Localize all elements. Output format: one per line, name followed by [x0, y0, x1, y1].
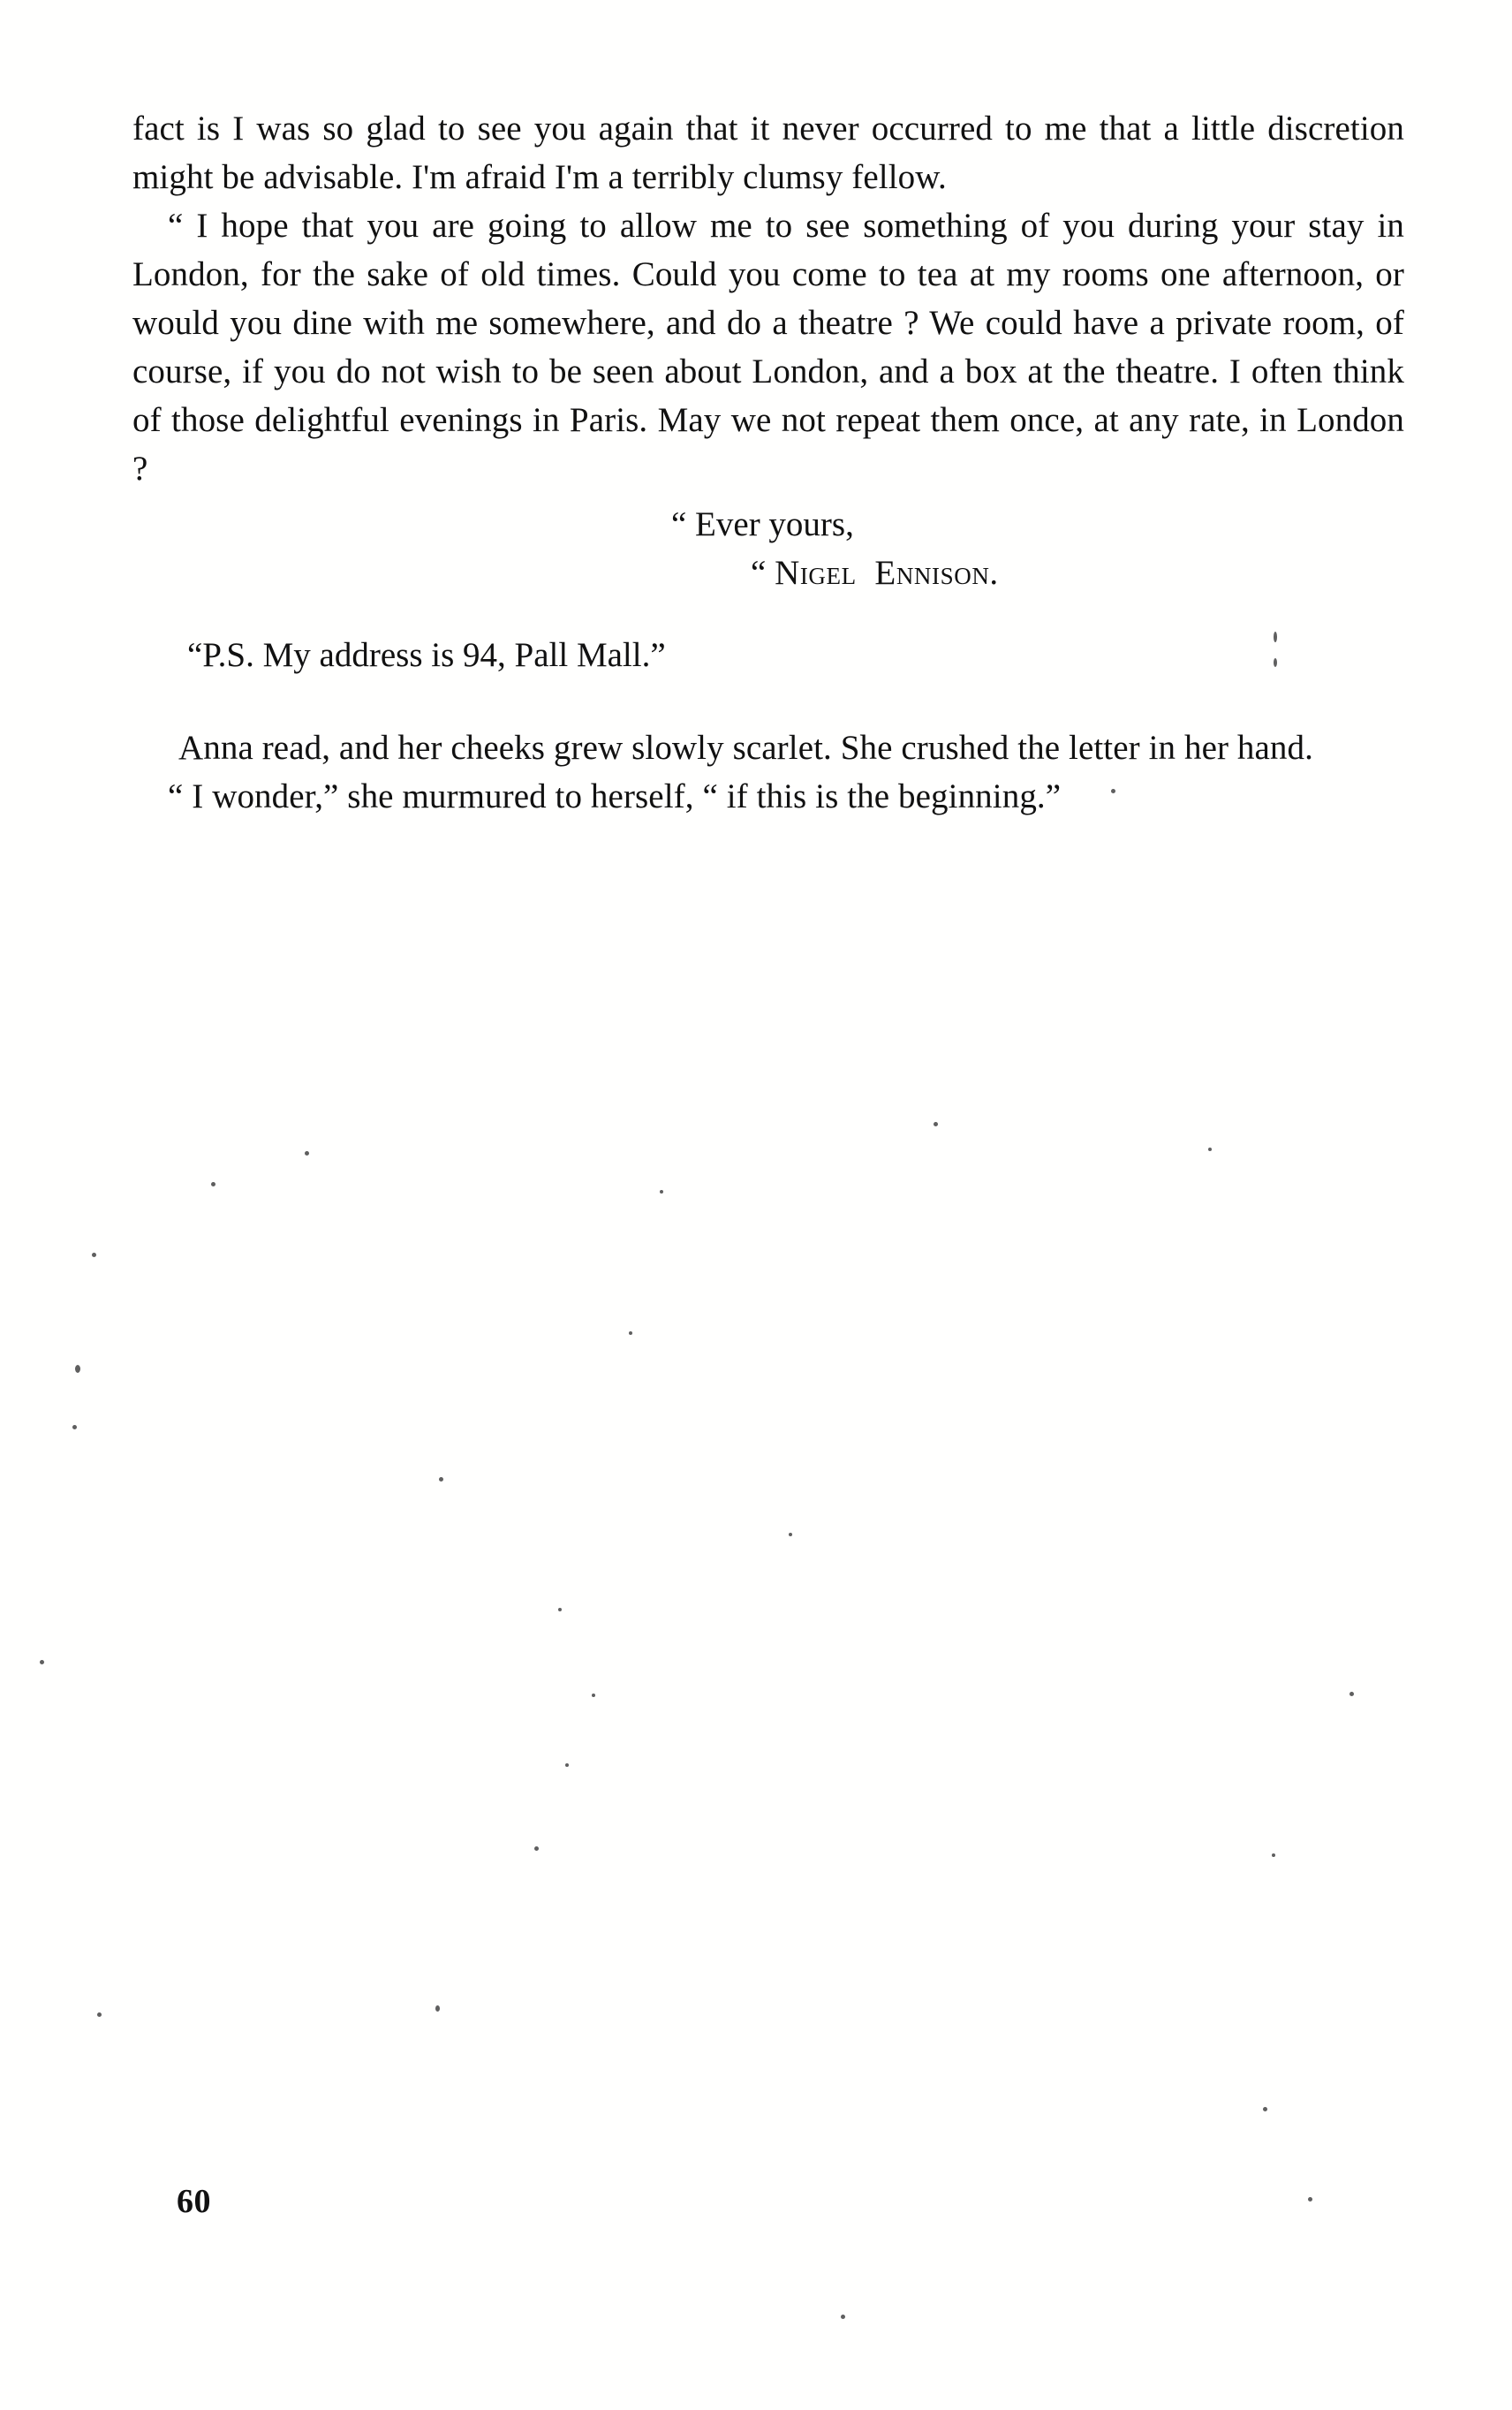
- scan-speck: [97, 2012, 102, 2017]
- scan-speck: [789, 1533, 792, 1536]
- scan-speck: [841, 2315, 845, 2319]
- scan-speck: [1308, 2197, 1312, 2202]
- postscript-line: “P.S. My address is 94, Pall Mall.”: [187, 636, 666, 674]
- paragraph-continued: fact is I was so glad to see you again that it never occurred to me that a little discretion might be advisable. I'm afraid I'm a terribly clumsy fellow.: [132, 110, 1404, 196]
- scan-speck: [558, 1608, 562, 1611]
- scan-speck: [934, 1122, 938, 1126]
- signature-name-line: [132, 549, 1404, 597]
- scan-speck: [72, 1425, 77, 1429]
- scan-speck: [439, 1477, 443, 1482]
- scan-speck: [435, 2005, 440, 2012]
- paragraph-anna-read: Anna read, and her cheeks grew slowly scarlet. She crushed the letter in her hand.: [178, 729, 1313, 767]
- paragraph-anna-wonder: “ I wonder,” she murmured to herself, “ if this is the beginning.”: [168, 777, 1062, 815]
- scan-speck: [1111, 789, 1115, 793]
- scan-speck: [534, 1846, 539, 1851]
- page-text-body: [132, 104, 1404, 821]
- scan-speck: [1274, 632, 1277, 642]
- letter-signature: [132, 500, 1404, 597]
- scan-speck: [211, 1182, 215, 1186]
- scan-speck: [1263, 2107, 1267, 2111]
- scan-speck: [1274, 658, 1277, 667]
- scan-speck: [1272, 1853, 1275, 1857]
- scan-speck: [592, 1694, 595, 1697]
- scan-speck: [40, 1660, 44, 1664]
- paragraph-spacer: [132, 679, 1404, 724]
- scan-speck: [1349, 1692, 1354, 1696]
- scan-speck: [75, 1365, 80, 1373]
- scan-speck: [92, 1253, 96, 1257]
- page-number: 60: [177, 2183, 211, 2220]
- signature-quote-mark: “: [751, 554, 775, 592]
- signature-name: Nigel Ennison.: [775, 554, 999, 592]
- scan-speck: [629, 1331, 632, 1335]
- scan-speck: [1208, 1148, 1212, 1151]
- scan-speck: [305, 1151, 309, 1156]
- scan-speck: [565, 1763, 569, 1767]
- scan-speck: [660, 1190, 663, 1194]
- paragraph-letter-body: “ I hope that you are going to allow me to see something of you during your stay in London, for the sake of old times. Could you come to tea at my rooms one afternoon, or would you dine with me somewhere, and do a theatre ? We could have a private room, of course, if you do not wish to be seen about London, and a box at the theatre. I often think of those delightful evenings in Paris. May we not repeat them once, at any rate, in London ?: [132, 207, 1404, 488]
- signature-closing: “ Ever yours,: [671, 505, 854, 543]
